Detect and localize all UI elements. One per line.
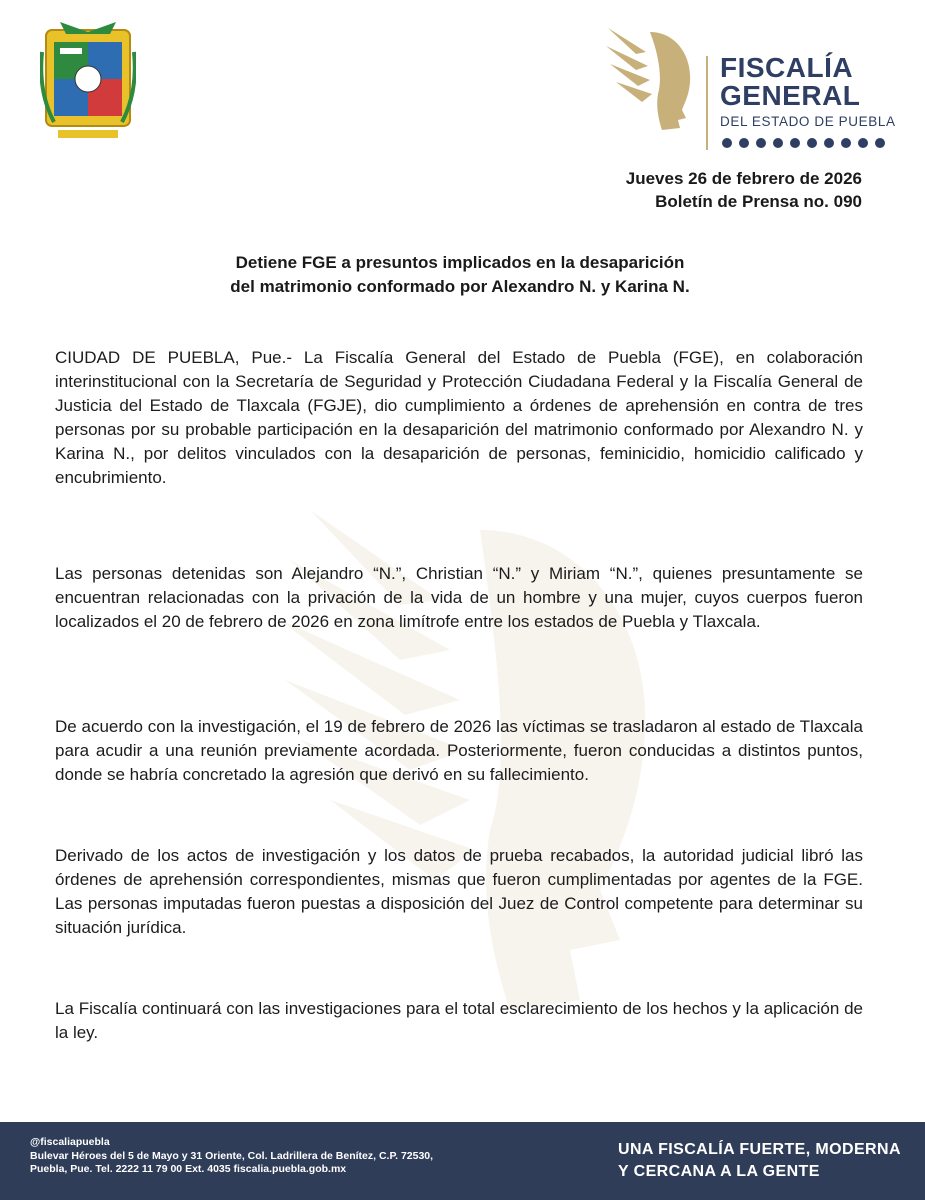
- paragraph-2: Las personas detenidas son Alejandro “N.”, Christian “N.” y Miriam “N.”, quienes presuntamente se encuentran relacionadas con la privación de la vida de un hombre y una mujer, cuyos cuerpos fueron localizados el 20 de febrero de 2026 en zona limítrofe entre los estados de Puebla y Tlaxcala.: [55, 564, 863, 631]
- paragraph-3: De acuerdo con la investigación, el 19 de febrero de 2026 las víctimas se trasladaron al estado de Tlaxcala para acudir a una reunión previamente acordada. Posteriormente, fueron conducidas a distintos puntos, donde se habría concretado la agresión que derivó en su fallecimiento.: [55, 717, 863, 784]
- talavera-pattern-icon: [720, 136, 890, 150]
- headline-line1: Detiene FGE a presuntos implicados en la desaparición: [235, 253, 685, 272]
- footer-address-line2: Puebla, Pue. Tel. 2222 11 79 00 Ext. 4035 fiscalia.puebla.gob.mx: [30, 1163, 347, 1175]
- puebla-coat-of-arms: [40, 22, 136, 146]
- footer-address-line1: Bulevar Héroes del 5 de Mayo y 31 Oriente, Col. Ladrillera de Benítez, C.P. 72530,: [30, 1149, 434, 1162]
- footer-contact: [30, 1136, 433, 1177]
- paragraph-1: CIUDAD DE PUEBLA, Pue.- La Fiscalía General del Estado de Puebla (FGE), en colaboración interinstitucional con la Secretaría de Seguridad y Protección Ciudadana Federal y la Fiscalía General de Justicia del Estado de Tlaxcala (FGJE), dio cumplimiento a órdenes de aprehensión en contra de tres personas por su probable participación en la desaparición del matrimonio conformado por Alexandro N. y Karina N., por delitos vinculados con la desaparición de personas, feminicidio, homicidio calificado y encubrimiento.: [55, 348, 863, 487]
- fge-subtitle: DEL ESTADO DE PUEBLA: [720, 114, 896, 129]
- paragraph-5: La Fiscalía continuará con las investigaciones para el total esclarecimiento de los hechos y la aplicación de la ley.: [55, 999, 863, 1042]
- date-block: [626, 167, 862, 213]
- bulletin-number: Boletín de Prensa no. 090: [655, 192, 862, 211]
- fge-title-line2: GENERAL: [720, 80, 861, 111]
- footer-slogan-line1: UNA FISCALÍA FUERTE, MODERNA: [618, 1141, 901, 1158]
- logo-divider: [706, 56, 708, 150]
- footer-bar: [0, 1122, 925, 1200]
- footer-slogan: [618, 1139, 901, 1183]
- fge-head-icon: [606, 22, 696, 132]
- fge-title-line1: FISCALÍA: [720, 52, 854, 83]
- footer-social-handle[interactable]: @fiscaliapuebla: [30, 1136, 110, 1148]
- headline-line2: del matrimonio conformado por Alexandro N. y Karina N.: [230, 277, 690, 296]
- footer-slogan-line2: Y CERCANA A LA GENTE: [618, 1163, 820, 1180]
- paragraph-4: Derivado de los actos de investigación y los datos de prueba recabados, la autoridad judicial libró las órdenes de aprehensión correspondientes, mismas que fueron cumplimentadas por agentes de la FGE. Las personas imputadas fueron puestas a disposición del Juez de Control competente para determinar su situación jurídica.: [55, 846, 863, 937]
- headline: [160, 251, 760, 299]
- bulletin-date: Jueves 26 de febrero de 2026: [625, 169, 862, 188]
- fge-title: [720, 54, 860, 110]
- fge-logo: [606, 22, 906, 137]
